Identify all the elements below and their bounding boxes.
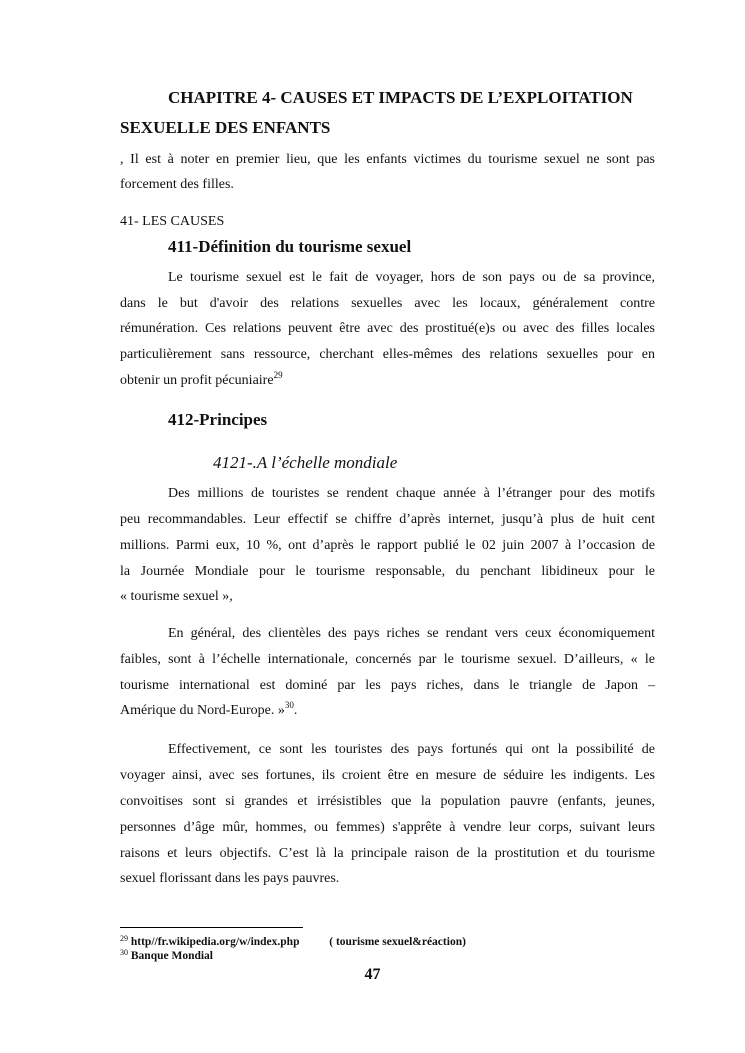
footnote-text: ( tourisme sexuel&réaction): [329, 936, 466, 948]
footnote-29: [120, 935, 466, 949]
paragraph-text: obtenir un profit pécuniaire: [120, 373, 274, 388]
paragraph-line: personnes d’âge mûr, hommes, ou femmes) s'apprête à vendre leur corps, suivant leurs: [120, 820, 655, 835]
paragraph-line: « tourisme sexuel »,: [120, 589, 233, 604]
footnote-link[interactable]: http//fr.wikipedia.org/w/index.php: [130, 936, 300, 948]
paragraph-line: Des millions de touristes se rendent chaque année à l’étranger pour des motifs: [168, 486, 655, 501]
paragraph-line: [120, 372, 655, 390]
paragraph-line: rémunération. Ces relations peuvent être avec des prostitué(e)s ou avec des filles locales: [120, 321, 655, 336]
paragraph-line: raisons et leurs objectifs. C’est là la principale raison de la prostitution et du tourisme: [120, 846, 655, 861]
footnote-text: Banque Mondial: [130, 950, 213, 962]
paragraph-line: dans le but d'avoir des relations sexuelles avec les locaux, généralement contre: [120, 296, 655, 311]
paragraph-line: particulièrement sans ressource, cherchant elles-mêmes des relations sexuelles pour en: [120, 347, 655, 362]
paragraph-line: sexuel florissant dans les pays pauvres.: [120, 871, 340, 886]
paragraph-text: Amérique du Nord-Europe. »: [120, 703, 285, 718]
paragraph-line: convoitises sont si grandes et irrésistibles que la population pauvre (enfants, jeunes,: [120, 794, 655, 809]
paragraph-line: Le tourisme sexuel est le fait de voyager, hors de son pays ou de sa province,: [168, 270, 655, 285]
footnote-number: 29: [120, 934, 128, 943]
chapter-title-continued: SEXUELLE DES ENFANTS: [120, 118, 331, 137]
chapter-title: CHAPITRE 4- CAUSES ET IMPACTS DE L’EXPLOITATION: [168, 88, 633, 107]
paragraph-line: Effectivement, ce sont les touristes des pays fortunés qui ont la possibilité de: [168, 742, 655, 757]
section-heading-411: 411-Définition du tourisme sexuel: [168, 237, 412, 256]
footnote-ref-30[interactable]: 30: [284, 700, 294, 710]
footnote-30: [120, 949, 213, 963]
paragraph-line: En général, des clientèles des pays riches se rendant vers ceux économiquement: [168, 626, 655, 641]
section-heading-4121: 4121-.A l’échelle mondiale: [213, 453, 398, 472]
paragraph-line: faibles, sont à l’échelle internationale, concernés par le tourisme sexuel. D’ailleurs, « le: [120, 652, 655, 667]
footnote-ref-29[interactable]: 29: [273, 370, 283, 380]
section-heading-41: 41- LES CAUSES: [120, 214, 225, 229]
page-number: 47: [364, 966, 381, 983]
footnote-separator: [120, 927, 303, 928]
paragraph-line: voyager ainsi, avec ses fortunes, ils croient être en mesure de séduire les indigents. Les: [120, 768, 655, 783]
paragraph-line: la Journée Mondiale pour le tourisme responsable, du penchant libidineux pour le: [120, 564, 655, 579]
paragraph-line: peu recommandables. Leur effectif se chiffre d’après internet, jusqu’à plus de huit cent: [120, 512, 655, 527]
intro-line: forcement des filles.: [120, 177, 234, 192]
footnote-number: 30: [120, 948, 128, 957]
paragraph-line: millions. Parmi eux, 10 %, ont d’après le rapport publié le 02 juin 2007 à l’occasion de: [120, 538, 655, 553]
paragraph-line: [120, 702, 655, 720]
section-heading-412: 412-Principes: [168, 410, 268, 429]
intro-line: , Il est à noter en premier lieu, que les enfants victimes du tourisme sexuel ne sont pas: [120, 152, 655, 167]
paragraph-text: .: [293, 703, 298, 718]
paragraph-line: tourisme international est dominé par les pays riches, dans le triangle de Japon –: [120, 678, 655, 693]
